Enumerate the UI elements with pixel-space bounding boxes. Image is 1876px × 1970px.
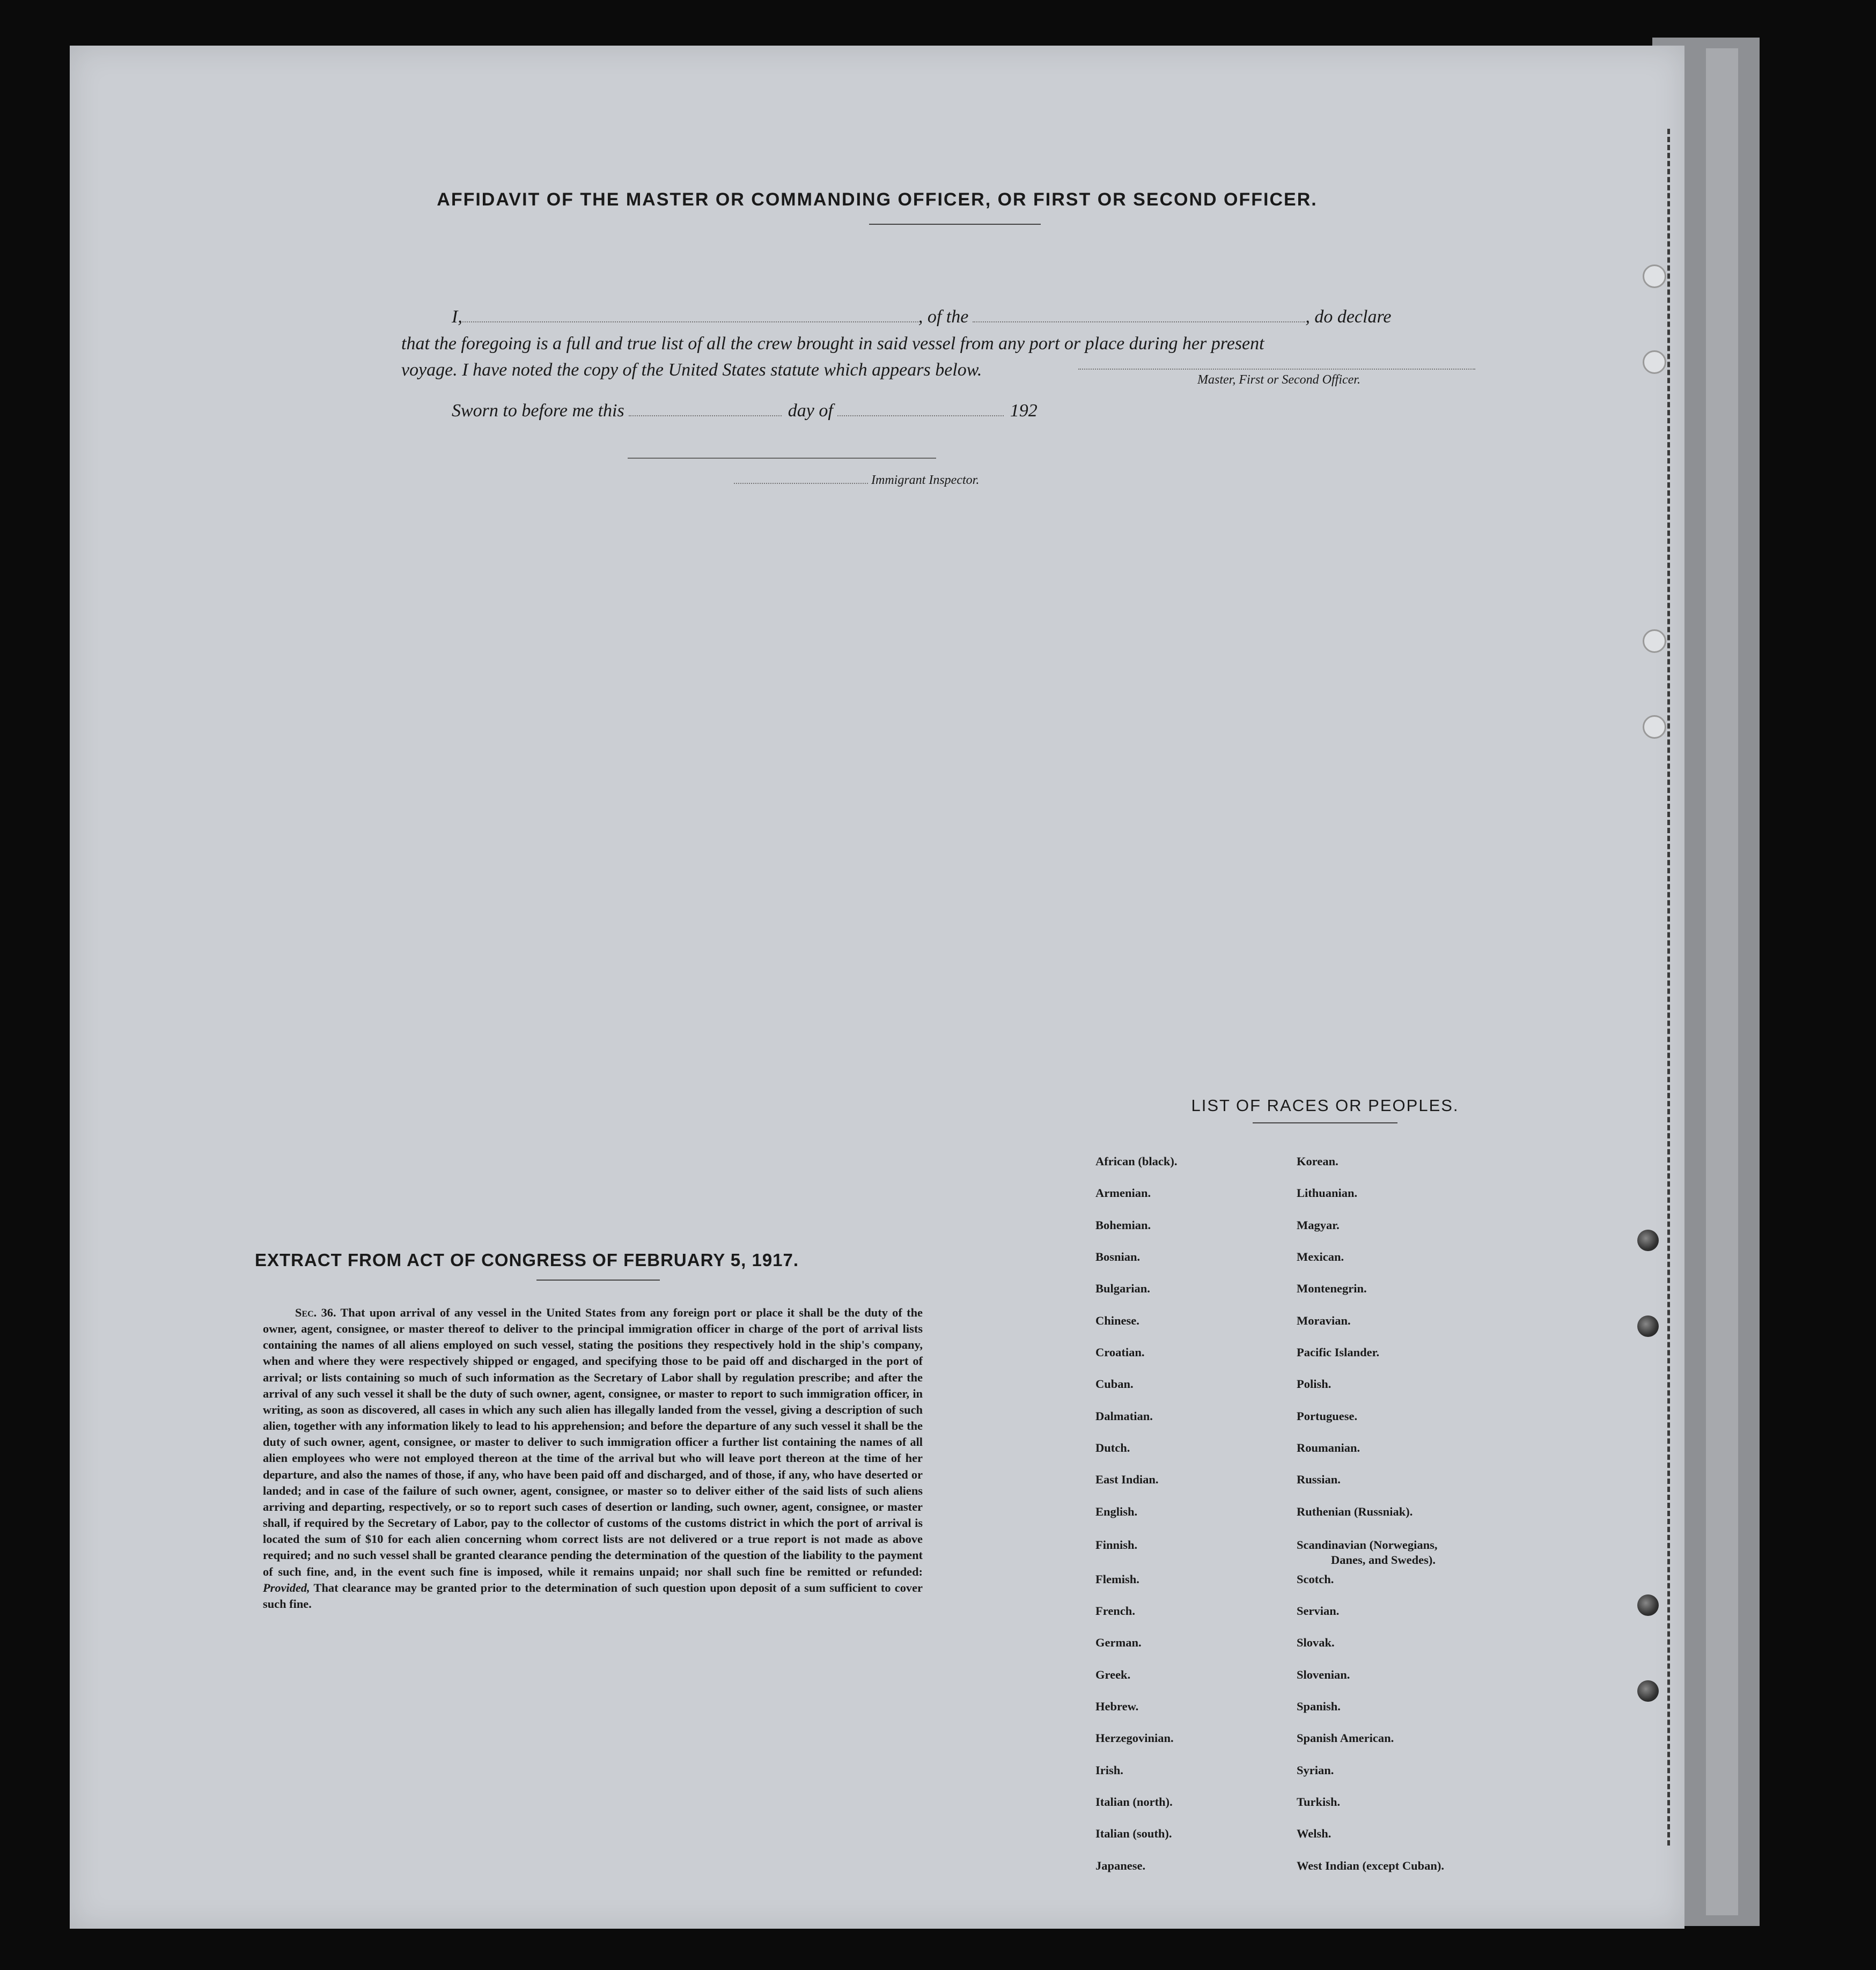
race-item: English. xyxy=(1095,1505,1138,1518)
race-item: Ruthenian (Russniak). xyxy=(1297,1505,1413,1518)
race-item: Moravian. xyxy=(1297,1314,1351,1327)
extract-title: EXTRACT FROM ACT OF CONGRESS OF FEBRUARY 5, 1917. xyxy=(255,1250,799,1270)
race-item: Korean. xyxy=(1297,1155,1338,1168)
affidavit-title-rule xyxy=(869,224,1041,225)
race-item: Magyar. xyxy=(1297,1218,1340,1232)
sworn-prefix: Sworn to before me this xyxy=(452,401,624,421)
race-item: Russian. xyxy=(1297,1473,1341,1486)
perforation-line xyxy=(1667,129,1670,1846)
race-item: Herzegovinian. xyxy=(1095,1731,1174,1745)
extract-title-rule xyxy=(536,1280,660,1281)
declaration-i: I, xyxy=(452,307,462,327)
manifest-page xyxy=(70,46,1684,1929)
race-item: Cuban. xyxy=(1095,1377,1134,1391)
binder-hole-icon xyxy=(1643,715,1666,739)
race-item: Dalmatian. xyxy=(1095,1409,1153,1423)
race-item: Scotch. xyxy=(1297,1572,1334,1586)
race-item: Chinese. xyxy=(1095,1314,1139,1327)
master-label: Master, First or Second Officer. xyxy=(1197,373,1360,387)
underlying-sheet-edge-inner xyxy=(1706,48,1738,1915)
race-item: Bohemian. xyxy=(1095,1218,1151,1232)
race-item: German. xyxy=(1095,1636,1142,1649)
races-title: LIST OF RACES OR PEOPLES. xyxy=(1191,1096,1459,1115)
sworn-year: 192 xyxy=(1010,401,1038,421)
race-item: Italian (north). xyxy=(1095,1795,1173,1809)
race-item: Spanish. xyxy=(1297,1700,1341,1713)
race-item: Dutch. xyxy=(1095,1441,1130,1454)
race-item: Armenian. xyxy=(1095,1186,1151,1200)
race-item-continuation: Danes, and Swedes). xyxy=(1331,1553,1436,1567)
binder-hole-icon xyxy=(1643,264,1666,288)
race-item: Japanese. xyxy=(1095,1859,1146,1872)
race-item: Portuguese. xyxy=(1297,1409,1358,1423)
race-item: Finnish. xyxy=(1095,1538,1138,1552)
sworn-day-blank[interactable] xyxy=(629,415,782,416)
name-blank[interactable] xyxy=(462,321,918,322)
extract-text-main: That upon arrival of any vessel in the United States from any foreign port or place it shall be the duty of the owner, agent, consignee, or master thereof to deliver to the principal immigration officer in charge of the port of arrival lists containing the names of all aliens employed on such vessel, stating the positions they respectively hold in the ship's company, when and where they were respectively shipped or engaged, and specifying those to be paid off and discharged in the port of arrival; or lists containing so much of such information as the Secretary of Labor shall by regulation prescribe; and after the arrival of any such vessel it shall be the duty of such owner, agent, consignee, or master to report to such immigration officer, in writing, as soon as discovered, all cases in which any such alien has illegally landed from the vessel, giving a description of such alien, together with any information likely to lead to his apprehension; and before the departure of any such vessel it shall be the duty of such owner, agent, consignee, or master to deliver to such immigration officer a further list containing the names of all alien employees who were not employed thereon at the time of the arrival but who will leave port thereon at the time of her departure, and also the names of those, if any, who have been paid off and discharged, and of those, if any, who have deserted or landed; and in case of the failure of such owner, agent, consignee, or master so to deliver either of the said lists of such aliens arriving and departing, respectively, or so to report such cases of desertion or landing, such owner, agent, consignee, or master shall, if required by the Secretary of Labor, pay to the collector of customs of the customs district in which the port of arrival is located the sum of $10 for each alien concerning whom correct lists are not delivered or a true report is not made as above required; and no such vessel shall be granted clearance pending the determination of the question of the liability to the payment of such fine, and, in the event such fine is imposed, while it remains unpaid; nor shall such fine be remitted or refunded: xyxy=(263,1306,923,1578)
extract-section-label: Sec. 36. xyxy=(295,1306,336,1319)
race-item: Slovenian. xyxy=(1297,1668,1350,1681)
race-item: Pacific Islander. xyxy=(1297,1346,1380,1359)
inspector-label: Immigrant Inspector. xyxy=(871,473,980,487)
binder-hole-icon xyxy=(1643,350,1666,374)
declaration-of-the: , of the xyxy=(918,307,969,327)
race-item: Irish. xyxy=(1095,1763,1123,1777)
binder-hole-icon xyxy=(1637,1594,1659,1616)
sworn-month-blank[interactable] xyxy=(837,415,1004,416)
race-item: Spanish American. xyxy=(1297,1731,1394,1745)
race-item: Hebrew. xyxy=(1095,1700,1139,1713)
binder-hole-icon xyxy=(1643,629,1666,653)
race-item: Turkish. xyxy=(1297,1795,1341,1809)
inspector-dotted-leader xyxy=(734,483,868,484)
race-item: Welsh. xyxy=(1297,1827,1331,1840)
race-item: Bosnian. xyxy=(1095,1250,1141,1263)
race-item: Greek. xyxy=(1095,1668,1131,1681)
race-item: Mexican. xyxy=(1297,1250,1344,1263)
binder-hole-icon xyxy=(1637,1230,1659,1251)
binder-hole-icon xyxy=(1637,1315,1659,1337)
race-item: Italian (south). xyxy=(1095,1827,1172,1840)
master-signature-line[interactable] xyxy=(1078,369,1475,370)
sworn-day-of: day of xyxy=(788,401,833,421)
race-item: West Indian (except Cuban). xyxy=(1297,1859,1445,1872)
vessel-blank[interactable] xyxy=(973,321,1305,322)
declaration-line-2: that the foregoing is a full and true list of all the crew brought in said vessel from any port or place during her present xyxy=(401,334,1264,354)
sworn-line xyxy=(452,401,1038,421)
race-item: Montenegrin. xyxy=(1297,1282,1367,1295)
race-item: Scandinavian (Norwegians, xyxy=(1297,1538,1438,1552)
race-item: Slovak. xyxy=(1297,1636,1335,1649)
extract-provided: Provided, xyxy=(263,1581,310,1594)
affidavit-title: AFFIDAVIT OF THE MASTER OR COMMANDING OFFICER, OR FIRST OR SECOND OFFICER. xyxy=(437,189,1318,210)
race-item: Bulgarian. xyxy=(1095,1282,1150,1295)
declaration-line-1 xyxy=(452,307,1392,327)
race-item: Lithuanian. xyxy=(1297,1186,1358,1200)
declaration-do-declare: , do declare xyxy=(1305,307,1392,327)
extract-body xyxy=(263,1305,923,1612)
race-item: Servian. xyxy=(1297,1604,1340,1618)
races-title-rule xyxy=(1253,1122,1397,1123)
race-item: Roumanian. xyxy=(1297,1441,1360,1454)
declaration-line-3: voyage. I have noted the copy of the United States statute which appears below. xyxy=(401,360,982,380)
inspector-signature-line[interactable] xyxy=(628,458,936,459)
race-item: Croatian. xyxy=(1095,1346,1145,1359)
race-item: Flemish. xyxy=(1095,1572,1139,1586)
race-item: African (black). xyxy=(1095,1155,1178,1168)
race-item: East Indian. xyxy=(1095,1473,1159,1486)
race-item: Syrian. xyxy=(1297,1763,1334,1777)
race-item: French. xyxy=(1095,1604,1135,1618)
race-item: Polish. xyxy=(1297,1377,1331,1391)
extract-text-closing: That clearance may be granted prior to the determination of such question upon deposit of a sum sufficient to cover such fine. xyxy=(263,1581,923,1611)
binder-hole-icon xyxy=(1637,1680,1659,1702)
